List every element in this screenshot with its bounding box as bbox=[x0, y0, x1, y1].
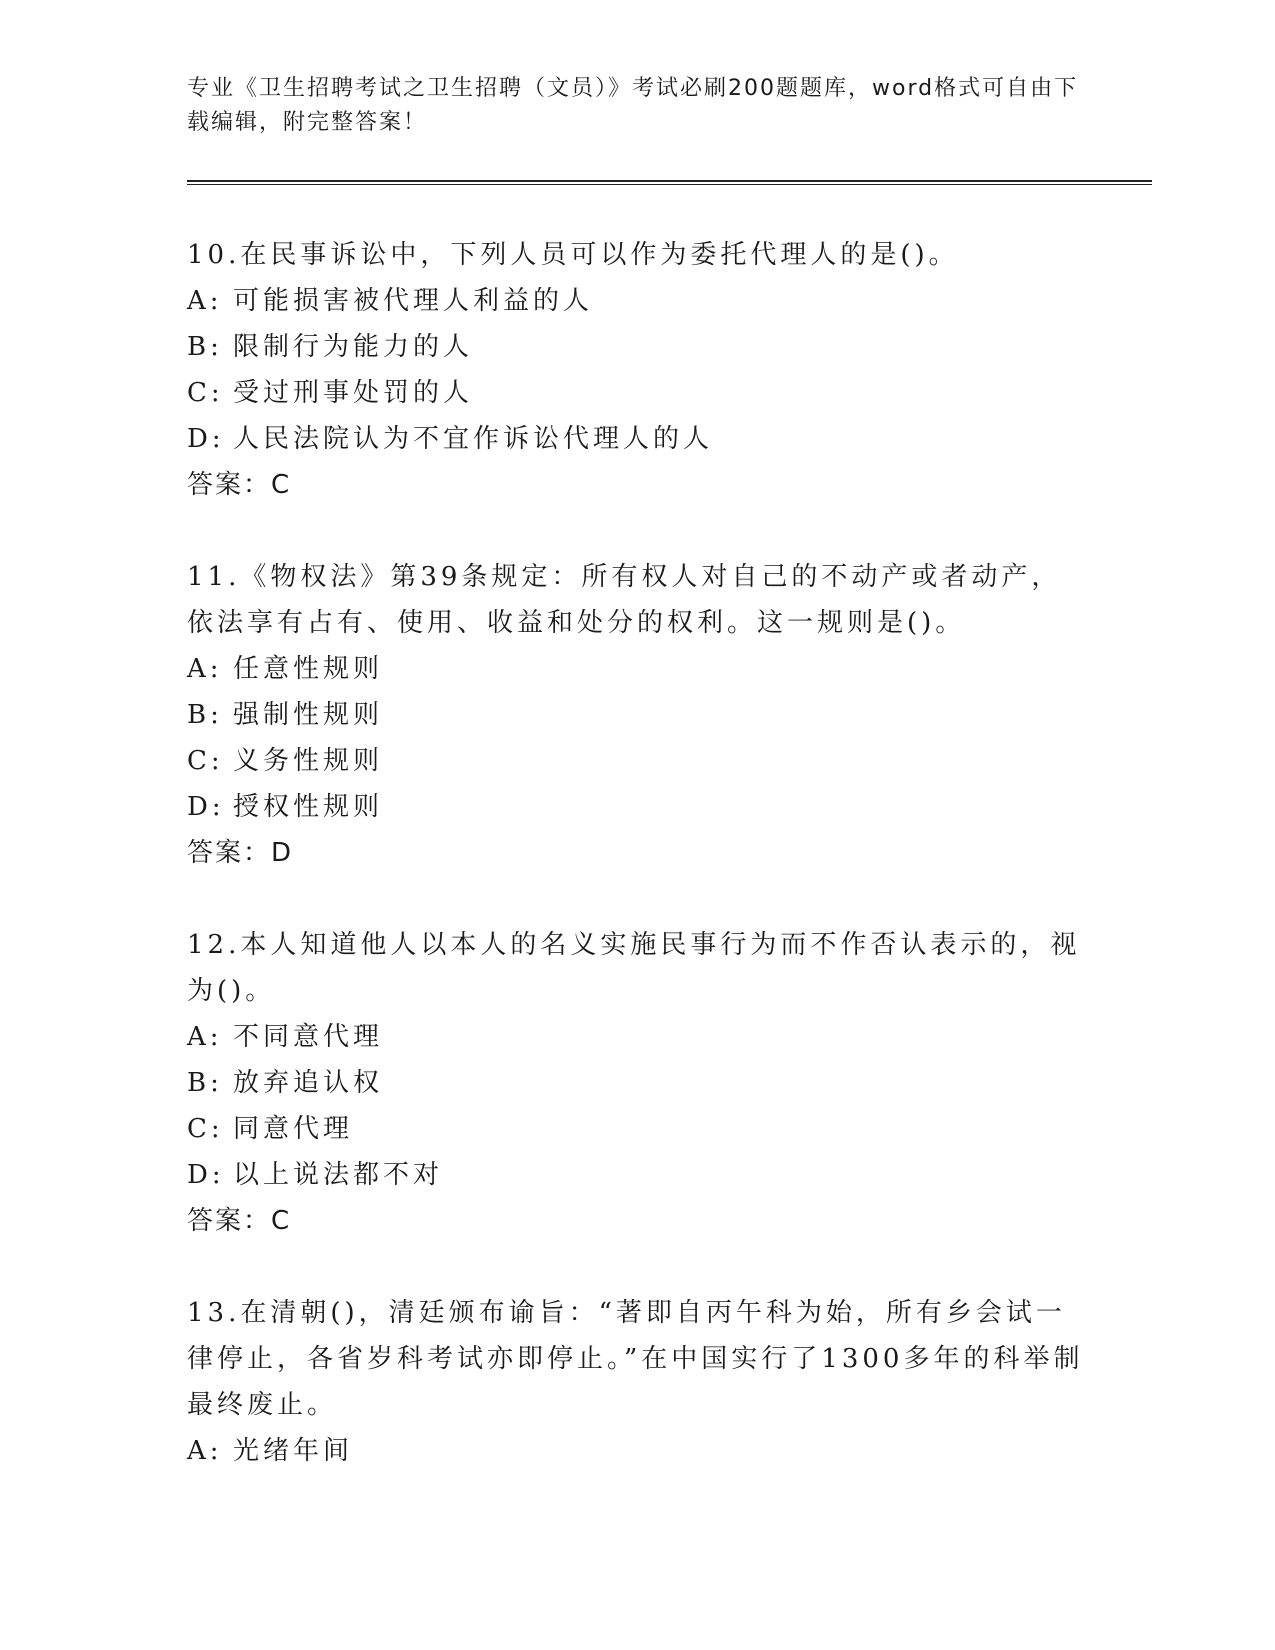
option-letter: C: bbox=[187, 746, 224, 776]
option-a bbox=[187, 646, 1087, 692]
option-text: 受过刑事处罚的人 bbox=[233, 378, 474, 408]
option-letter: A: bbox=[187, 1022, 223, 1052]
option-letter: C: bbox=[187, 1114, 224, 1144]
option-text: 强制性规则 bbox=[233, 700, 384, 730]
option-c bbox=[187, 370, 1087, 416]
option-a bbox=[187, 1428, 1087, 1474]
option-letter: A: bbox=[187, 1436, 223, 1466]
option-b bbox=[187, 1060, 1087, 1106]
option-text: 任意性规则 bbox=[233, 654, 384, 684]
option-b bbox=[187, 324, 1087, 370]
option-d bbox=[187, 1152, 1087, 1198]
question-stem: 10.在民事诉讼中，下列人员可以作为委托代理人的是()。 bbox=[187, 240, 959, 270]
document-header: 专业《卫生招聘考试之卫生招聘（文员）》考试必刷200题题库，word格式可自由下载编辑，附完整答案！ bbox=[187, 76, 1079, 135]
question-stem: 13.在清朝()，清廷颁布谕旨：“著即自丙午科为始，所有乡会试一律停止，各省岁科考试亦即停止。”在中国实行了1300多年的科举制最终废止。 bbox=[187, 1298, 1084, 1420]
option-a bbox=[187, 1014, 1087, 1060]
option-letter: D: bbox=[187, 1160, 225, 1190]
answer-line: 答案：C bbox=[187, 1206, 292, 1236]
option-text: 同意代理 bbox=[233, 1114, 354, 1144]
question-stem: 11.《物权法》第39条规定：所有权人对自己的不动产或者动产，依法享有占有、使用、收益和处分的权利。这一规则是()。 bbox=[187, 562, 1062, 638]
option-c bbox=[187, 738, 1087, 784]
question-stem: 12.本人知道他人以本人的名义实施民事行为而不作否认表示的，视为()。 bbox=[187, 930, 1081, 1006]
option-a bbox=[187, 278, 1087, 324]
option-letter: B: bbox=[187, 1068, 223, 1098]
option-b bbox=[187, 692, 1087, 738]
answer-line: 答案：D bbox=[187, 838, 294, 868]
option-letter: B: bbox=[187, 700, 223, 730]
question-13 bbox=[187, 1290, 1087, 1474]
option-text: 人民法院认为不宜作诉讼代理人的人 bbox=[233, 424, 714, 454]
option-letter: C: bbox=[187, 378, 224, 408]
option-d bbox=[187, 784, 1087, 830]
option-d bbox=[187, 416, 1087, 462]
question-10 bbox=[187, 232, 1087, 508]
option-c bbox=[187, 1106, 1087, 1152]
option-letter: A: bbox=[187, 654, 223, 684]
option-text: 授权性规则 bbox=[233, 792, 384, 822]
option-text: 光绪年间 bbox=[233, 1436, 354, 1466]
option-letter: A: bbox=[187, 286, 223, 316]
question-list bbox=[187, 232, 1087, 1520]
answer-line: 答案：C bbox=[187, 470, 292, 500]
option-text: 可能损害被代理人利益的人 bbox=[233, 286, 594, 316]
option-text: 限制行为能力的人 bbox=[233, 332, 474, 362]
option-text: 义务性规则 bbox=[233, 746, 384, 776]
header-divider-bottom bbox=[187, 184, 1152, 185]
option-letter: B: bbox=[187, 332, 223, 362]
option-text: 放弃追认权 bbox=[233, 1068, 384, 1098]
header-divider-top bbox=[187, 180, 1152, 182]
question-11 bbox=[187, 554, 1087, 876]
option-text: 不同意代理 bbox=[233, 1022, 384, 1052]
question-12 bbox=[187, 922, 1087, 1244]
option-letter: D: bbox=[187, 424, 225, 454]
option-letter: D: bbox=[187, 792, 225, 822]
option-text: 以上说法都不对 bbox=[233, 1160, 444, 1190]
